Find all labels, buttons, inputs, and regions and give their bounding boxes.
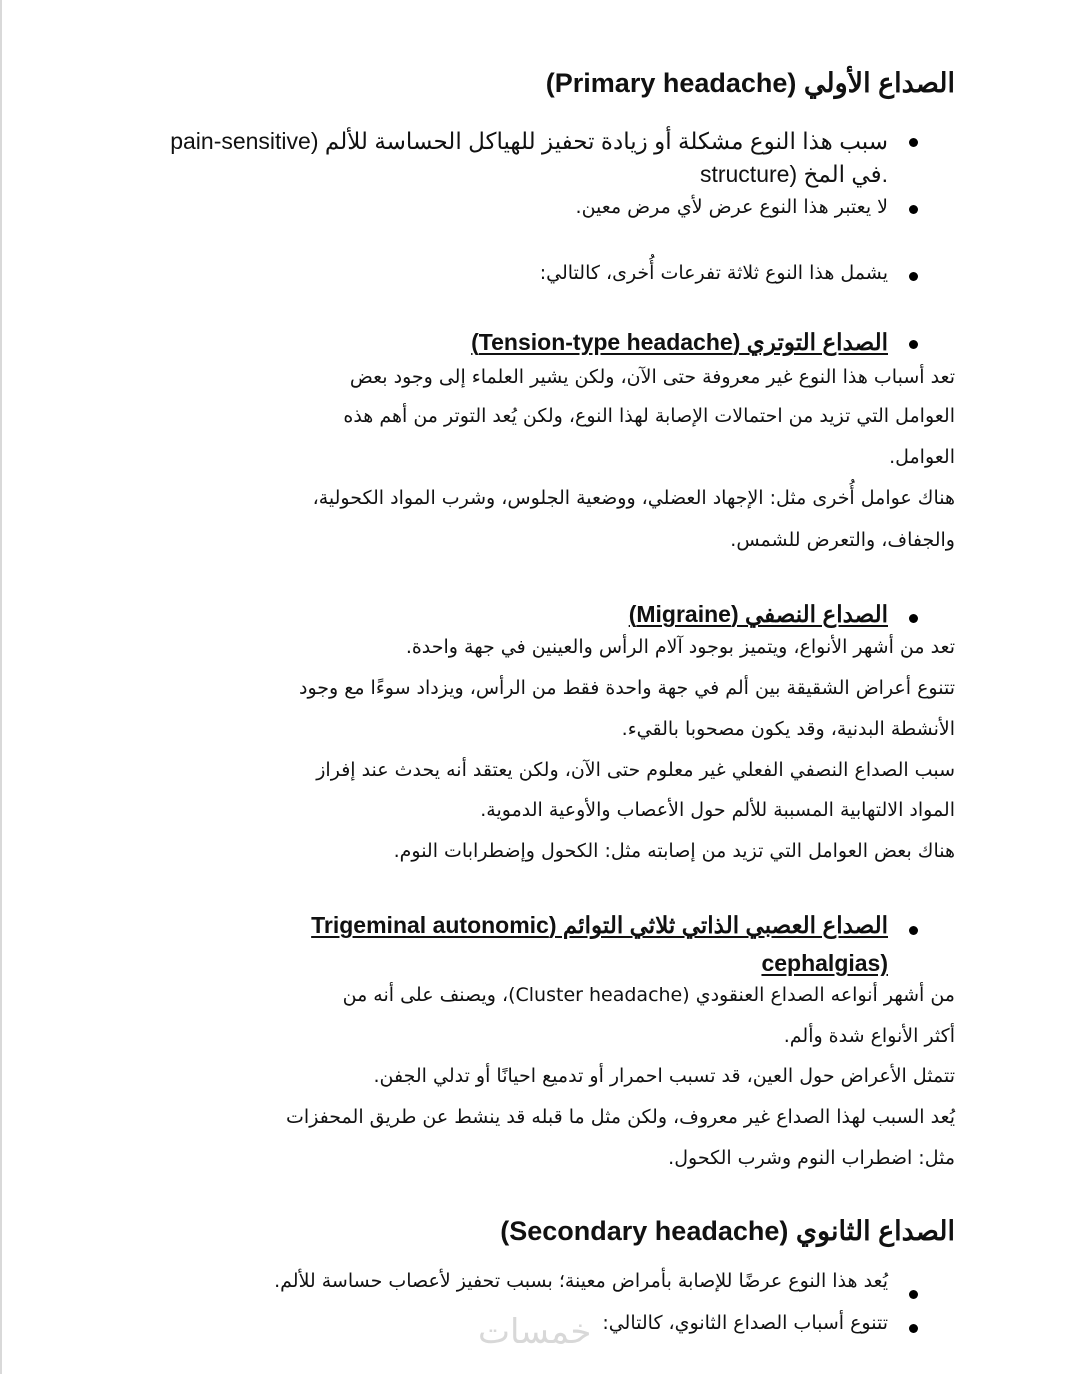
migraine-line-4: سبب الصداع النصفي الفعلي غير معلوم حتى الآن، ولكن يعتقد أنه يحدث عند إفراز <box>316 759 955 781</box>
migraine-line-1: تعد من أشهر الأنواع، ويتميز بوجود آلام الرأس والعينين في جهة واحدة. <box>405 636 955 658</box>
bullet-dot <box>909 1324 918 1333</box>
secondary-bullet-2: تتنوع أسباب الصداع الثانوي، كالتالي: <box>602 1312 888 1334</box>
tension-line-3: العوامل. <box>889 446 955 468</box>
primary-heading: الصداع الأولي (Primary headache) <box>545 68 955 98</box>
tension-line-1: تعد أسباب هذا النوع غير معروفة حتى الآن، ولكن يشير العلماء إلى وجود بعض <box>349 366 955 388</box>
migraine-line-6: هناك بعض العوامل التي تزيد من إصابته مثل: الكحول وإضطرابات النوم. <box>393 840 955 862</box>
migraine-heading: الصداع النصفي (Migraine) <box>628 601 888 627</box>
bullet-dot <box>909 926 918 935</box>
trigeminal-heading-line-1: الصداع العصبي الذاتي ثلاثي التوائم (Trigeminal autonomic <box>311 912 888 938</box>
page-edge <box>0 0 2 1374</box>
secondary-heading: الصداع الثانوي (Secondary headache) <box>500 1216 955 1246</box>
primary-bullet-2: لا يعتبر هذا النوع عرض لأي مرض معين. <box>575 196 888 218</box>
migraine-line-3: الأنشطة البدنية، وقد يكون مصحوبا بالقيء. <box>621 718 955 740</box>
trigeminal-line-5: مثل: اضطراب النوم وشرب الكحول. <box>668 1147 955 1169</box>
primary-bullet-1-line-1: سبب هذا النوع مشكلة أو زيادة تحفيز للهياكل الحساسة للألم (pain-sensitive <box>170 128 888 154</box>
migraine-line-2: تتنوع أعراض الشقيقة بين ألم في جهة واحدة فقط من الرأس، ويزداد سوءًا مع وجود <box>298 677 955 699</box>
migraine-line-5: المواد الالتهابية المسببة للألم حول الأعصاب والأوعية الدموية. <box>480 799 955 821</box>
trigeminal-line-1: من أشهر أنواعه الصداع العنقودي (Cluster headache)، ويصنف على أنه من <box>342 984 955 1006</box>
watermark-logo: خمسات <box>478 1312 592 1352</box>
primary-bullet-3: يشمل هذا النوع ثلاثة تفرعات أُخرى، كالتالي: <box>539 262 888 284</box>
bullet-dot <box>909 1290 918 1299</box>
trigeminal-line-2: أكثر الأنواع شدة وألم. <box>783 1025 955 1047</box>
bullet-dot <box>909 205 918 214</box>
trigeminal-line-3: تتمثل الأعراض حول العين، قد تسبب احمرار أو تدميع احيانًا أو تدلي الجفن. <box>373 1065 955 1087</box>
tension-heading: الصداع التوتري (Tension-type headache) <box>471 329 888 355</box>
tension-line-4: هناك عوامل أُخرى مثل: الإجهاد العضلي، ووضعية الجلوس، وشرب المواد الكحولية، <box>312 487 955 509</box>
bullet-dot <box>909 138 918 147</box>
bullet-dot <box>909 272 918 281</box>
bullet-dot <box>909 340 918 349</box>
secondary-bullet-1: يُعد هذا النوع عرضًا للإصابة بأمراض معينة؛ بسبب تحفيز لأعصاب حساسة للألم. <box>274 1270 888 1292</box>
tension-line-5: والجفاف، والتعرض للشمس. <box>730 529 955 551</box>
trigeminal-heading-line-2: cephalgias) <box>761 950 888 976</box>
primary-bullet-1-line-2: structure) في المخ. <box>699 161 888 187</box>
trigeminal-line-4: يُعد السبب لهذا الصداع غير معروف، ولكن مثل ما قبله قد ينشط عن طريق المحفزات <box>286 1106 955 1128</box>
tension-line-2: العوامل التي تزيد من احتمالات الإصابة لهذا النوع، ولكن يُعد التوتر من أهم هذه <box>343 405 955 427</box>
bullet-dot <box>909 614 918 623</box>
